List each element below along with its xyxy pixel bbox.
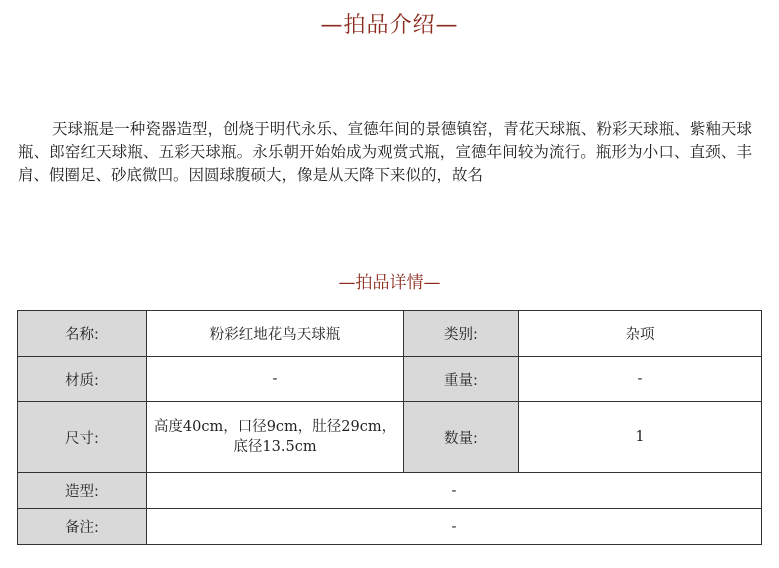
table-row [18, 311, 762, 357]
details-table [17, 310, 762, 545]
table-row [18, 509, 762, 545]
note-value: - [147, 509, 762, 545]
shape-label: 造型: [18, 473, 147, 509]
category-value: 杂项 [519, 311, 762, 357]
section-title: —拍品详情— [338, 273, 441, 293]
size-value-line1: 高度40cm，口径9cm，肚径29cm， [153, 419, 397, 435]
name-value: 粉彩红地花鸟天球瓶 [147, 311, 404, 357]
table-row [18, 402, 762, 473]
material-label: 材质: [18, 357, 147, 402]
note-label: 备注: [18, 509, 147, 545]
size-label: 尺寸: [18, 402, 147, 473]
table-row [18, 473, 762, 509]
quantity-label: 数量: [404, 402, 519, 473]
weight-label: 重量: [404, 357, 519, 402]
quantity-value: 1 [519, 402, 762, 473]
size-value-line2: 底径13.5cm [233, 439, 317, 455]
intro-paragraph: 天球瓶是一种瓷器造型，创烧于明代永乐、宣德年间的景德镇窑，青花天球瓶、粉彩天球瓶、紫釉天球瓶、郎窑红天球瓶、五彩天球瓶。永乐朝开始始成为观赏式瓶，宣德年间较为流行。瓶形为小口、直颈、丰肩、假圈足、砂底微凹。因圆球腹硕大，像是从天降下来似的，故名 [18, 120, 752, 184]
name-label: 名称: [18, 311, 147, 357]
material-value: - [147, 357, 404, 402]
category-label: 类别: [404, 311, 519, 357]
page-title: —拍品介绍— [320, 13, 459, 38]
weight-value: - [519, 357, 762, 402]
size-value [147, 402, 404, 473]
table-row [18, 357, 762, 402]
shape-value: - [147, 473, 762, 509]
